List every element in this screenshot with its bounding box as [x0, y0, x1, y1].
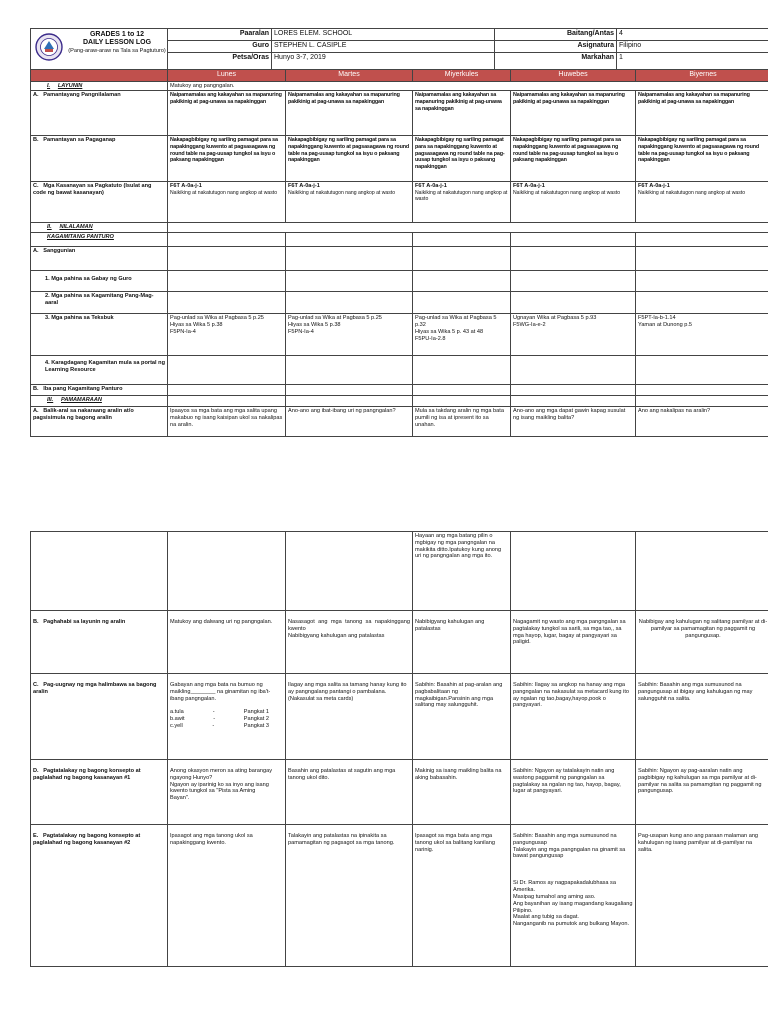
teacher-key: Guro [168, 41, 272, 53]
row-nilalaman: II. NILALAMAN [31, 223, 768, 233]
row-sanggunian: A. Sanggunian [31, 247, 768, 271]
row-pag-uugnay: C. Pag-uugnay ng mga halimbawa sa bagong aralin Gabayan ang mga bata na bumuo ng maikling________ na ginamitan ng iba't-ibang pangngalan. a.tula - Pangkat 1 b.awit - Pangkat 2 c.yell - Pangkat 3 Ilagay ang mga salita sa tamang hanay kung ito ay pangngalang pantangi o pambalana.(Nakasulat sa meta cards) Sabihin: Basahin at pag-aralan ang pagbabalitaan ng magkaibigan.Pansinin ang mga salitang may salungguhit. Sabihin: Ilagay sa angkop na hanay ang mga pangngalan na nakasulat sa metacard kung ito ay ngalan ng tao,bagay,hayop,pook o pangyayari. Sabihin: Basahin ang mga sumusunod na pangungusap at ibigay ang kahulugan ng may salungguhit na salita. [31, 674, 768, 760]
title-dll: DAILY LESSON LOG [82, 39, 152, 47]
layunin-text: Matukoy ang pangngalan. [168, 81, 768, 91]
grade-value: 4 [617, 29, 768, 41]
subject-value: Filipino [617, 41, 768, 53]
lesson-table-page1 [30, 69, 768, 437]
group-row-2: b.awit - Pangkat 2 [170, 716, 269, 723]
row-paghahabi: B. Paghahabi sa layunin ng aralin Matukoy ang dalwang uri ng pangngalan. Nasasagot ang mga tanong sa napakinggang kwento Nabibigyang kahulugan ang patalastas Nabibigyang kahulugan ang patalastas Nagagamit ng wasto ang mga pangngalan sa pagtalakay tungkol sa sarili, sa mga tao,, sa mga hayop, lugar, bagay at pangyayari sa paligid. Nabibigay ang kahulugan ng salitang pamilyar at di- pamilyar sa pamamagitan ng paggamit ng pangungusap. [31, 611, 768, 674]
row-balik-aral: A. Balik-aral sa nakaraang aralin at/o pagsisimula ng bagong aralin Ipaayos sa mga bata ang mga salita upang makabuo ng isang kaisipan ukol sa nakalipas na aralin. Ano-ano ang ibat-ibang uri ng pangngalan? Mula sa takdang aralin ng mga bata pumili ng isa at ipresent ito sa unahan. Ano-ano ang mga dapat gawin kapag susulat ng isang maikling balita? Ano ang nakalipas na aralin? [31, 407, 768, 437]
header-table [30, 28, 768, 70]
deped-seal-icon [33, 32, 65, 62]
example-sentences: Si Dr. Ramos ay nagpapakadalubhasa sa Amerika. Masipag tumahol ang aming aso. Ang bayanihan ay isang magandang kaugaliang Pilipino. Maalat ang tubig sa dagat. Nanganganib na pumutok ang bulkang Mayon. [513, 880, 633, 928]
lesson-table-page2 [30, 531, 768, 967]
row-layunin: I. LAYUNIN Matukoy ang pangngalan. [31, 81, 768, 91]
row-iba-pang-kagamitan: B. Iba pang Kagamitang Panturo [31, 385, 768, 396]
title-cell [31, 29, 168, 70]
day-lunes: Lunes [168, 70, 286, 82]
lesson-log-page-1 [30, 28, 768, 437]
title-subtitle: (Pang-araw-araw na Tala sa Pagtuturo) [68, 47, 166, 54]
group-row-1: a.tula - Pangkat 1 [170, 709, 269, 716]
day-miyerkules: Miyerkules [413, 70, 511, 82]
row-kasanayan: C. Mga Kasanayan sa Pagkatuto (Isulat ang code ng bawat kasanayan) F6T A-0a-j-1 Naikiking at nakatutugon nang angkop at wasto F6T A-0a-j-1 Naikiking at nakatutugon nang angkop at wasto F6T A-0a-j-1 Naikiking at nakatutugon nang angkop at wasto F6T A-0a-j-1 Naikiking at nakatutugon nang angkop at wasto F6T A-0a-j-1 Naikiking at nakatutugon nang angkop at wasto [31, 182, 768, 223]
group-row-3: c.yell - Pangkat 3 [170, 723, 269, 730]
day-huwebes: Huwebes [511, 70, 636, 82]
row-pagtatalakay-2: E. Pagtatalakay ng bagong konsepto at paglalahad ng bagong kasanayan #2 Ipasagot ang mga tanong ukol sa napakinggang kwento. Talakayin ang patalastas na ipinakita sa pamamagitan ng pagsagot sa mga tanong. Ipasagot sa mga bata ang mga tanong ukol sa balitang kanilang narinig. Sabihin: Basahin ang mga sumusunod na pangungusap Talakayin ang mga pangngalan na ginamit sa bawat pangungusap Si Dr. Ramos ay nagpapakadalubhasa sa Amerika. Masipag tumahol ang aming aso. Ang bayanihan ay isang magandang kaugaliang Pilipino. Maalat ang tubig sa dagat. Nanganganib na pumutok ang bulkang Mayon. Pag-usapan kung ano ang paraan malaman ang kahulugan ng isang pamilyar at di-pamilyar na salita. [31, 825, 768, 967]
quarter-key: Markahan [495, 53, 617, 70]
lesson-log-page-2 [30, 531, 768, 967]
row-kagamitang-pang-mag-aaral: 2. Mga pahina sa Kagamitang Pang-Mag-aaral [31, 292, 768, 314]
date-value: Hunyo 3-7, 2019 [272, 53, 495, 70]
row-pamantayang-pangnilalaman: A. Pamantayang Pangnilalaman Naipamamalas ang kakayahan sa mapanuring pakikinig at pag-unawa sa napakinggan Naipamamalas ang kakayahan sa mapanuring pakikinig at pag-unawa sa napakinggan Naipamamalas ang kakayahan sa mapanuring pakikinig at pag-unawa sa napakinggan Naipamamalas ang kakayahan sa mapanuring pakikinig at pag-unawa sa napakinggan Naipamamalas ang kakayahan sa mapanuring pakikinig at pag-unawa sa napakinggan [31, 91, 768, 136]
row-gabay-guro: 1. Mga pahina sa Gabay ng Guro [31, 271, 768, 292]
row-karagdagang-kagamitan: 4. Karagdagang Kagamitan mula sa portal ng Learning Resource [31, 356, 768, 385]
row-pagtatalakay-1: D. Pagtatalakay ng bagong konsepto at paglalahad ng bagong kasanayan #1 Anong okasyon meron sa ating barangay ngayong Hunyo? Ngayon ay iparinig ko sa inyo ang isang kwento tungkol sa "Pista sa Aming Bayan". Basahin ang patalastas at sagutin ang mga tanong ukol dito. Makinig sa isang maikling balita na aking babasahin. Sabihin: Ngayon ay tatalakayin natin ang wastong paggamit ng pangngalan sa pagtalakay sa ngalan ng tao, hayop, bagay, lugar at pangyayari. Sabihin: Ngayon ay pag-aaralan natin ang pagbibigay ng kahulugan sa mga pamilyar at di-pamilyar na salita sa pamamgitan ng paggamit ng pangungusap. [31, 760, 768, 825]
quarter-value: 1 [617, 53, 768, 70]
subject-key: Asignatura [495, 41, 617, 53]
row-teksbuk: 3. Mga pahina sa Teksbuk Pag-unlad sa Wika at Pagbasa 5 p.25 Hiyas sa Wika 5 p.38 F5PN-Ia-4 Pag-unlad sa Wika at Pagbasa 5 p.25 Hiyas sa Wika 5 p.38 F5PN-Ia-4 Pag-unlad sa Wika at Pagbasa 5 p.32 Hiyas sa Wika 5 p. 43 at 48 F5PU-Ia-2.8 Ugnayan Wika at Pagbasa 5 p.93 F5WG-Ia-e-2 F5PT-Ia-b-1.14 Yaman at Dunong p.5 [31, 314, 768, 356]
teacher-value: STEPHEN L. CASIPLE [272, 41, 495, 53]
row-pamantayan-sa-pagaganap: B. Pamantayan sa Pagaganap Nakapagbibigay ng sariling pamagat para sa napakinggang kuwento at pagsasagawa ng round table na pag-uusap tungkol sa isyu o paksang napakinggan Nakapagbibigay ng sariling pamagat para sa napakinggang kuwento at pagsasagawa ng round table na pag-uusap tungkol sa isyu o paksang napakinggan Nakapagbibigay ng sariling pamagat para sa napakinggang kuwento at pagsasagawa ng round table na pag-uusap tungkol sa isyu o paksang napakinggan Nakapagbibigay ng sariling pamagat para sa napakinggang kuwento at pagsasagawa ng round table na pag-uusap tungkol sa isyu o paksang napakinggan Nakapagbibigay ng sariling pamagat para sa napakinggang kuwento at pagsasagawa ng round table na pag-uusap tungkol sa isyu o paksang napakinggan [31, 136, 768, 182]
school-value: LORES ELEM. SCHOOL [272, 29, 495, 41]
row-continuation: Hayaan ang mga batang pilin o mgbigay ng mga pangngalan na makikita ditto.Ipatukoy kung anong uri ng pangngalan ang mga ito. [31, 532, 768, 611]
school-key: Paaralan [168, 29, 272, 41]
row-kagamitang-panturo: KAGAMITANG PANTURO [31, 233, 768, 247]
day-biyernes: Biyernes [636, 70, 768, 82]
title-grades: GRADES 1 to 12 [89, 31, 145, 38]
row-pamamaraan: III. PAMAMARAAN [31, 396, 768, 407]
day-martes: Martes [286, 70, 413, 82]
grade-key: Baitang/Antas [495, 29, 617, 41]
date-key: Petsa/Oras [168, 53, 272, 70]
